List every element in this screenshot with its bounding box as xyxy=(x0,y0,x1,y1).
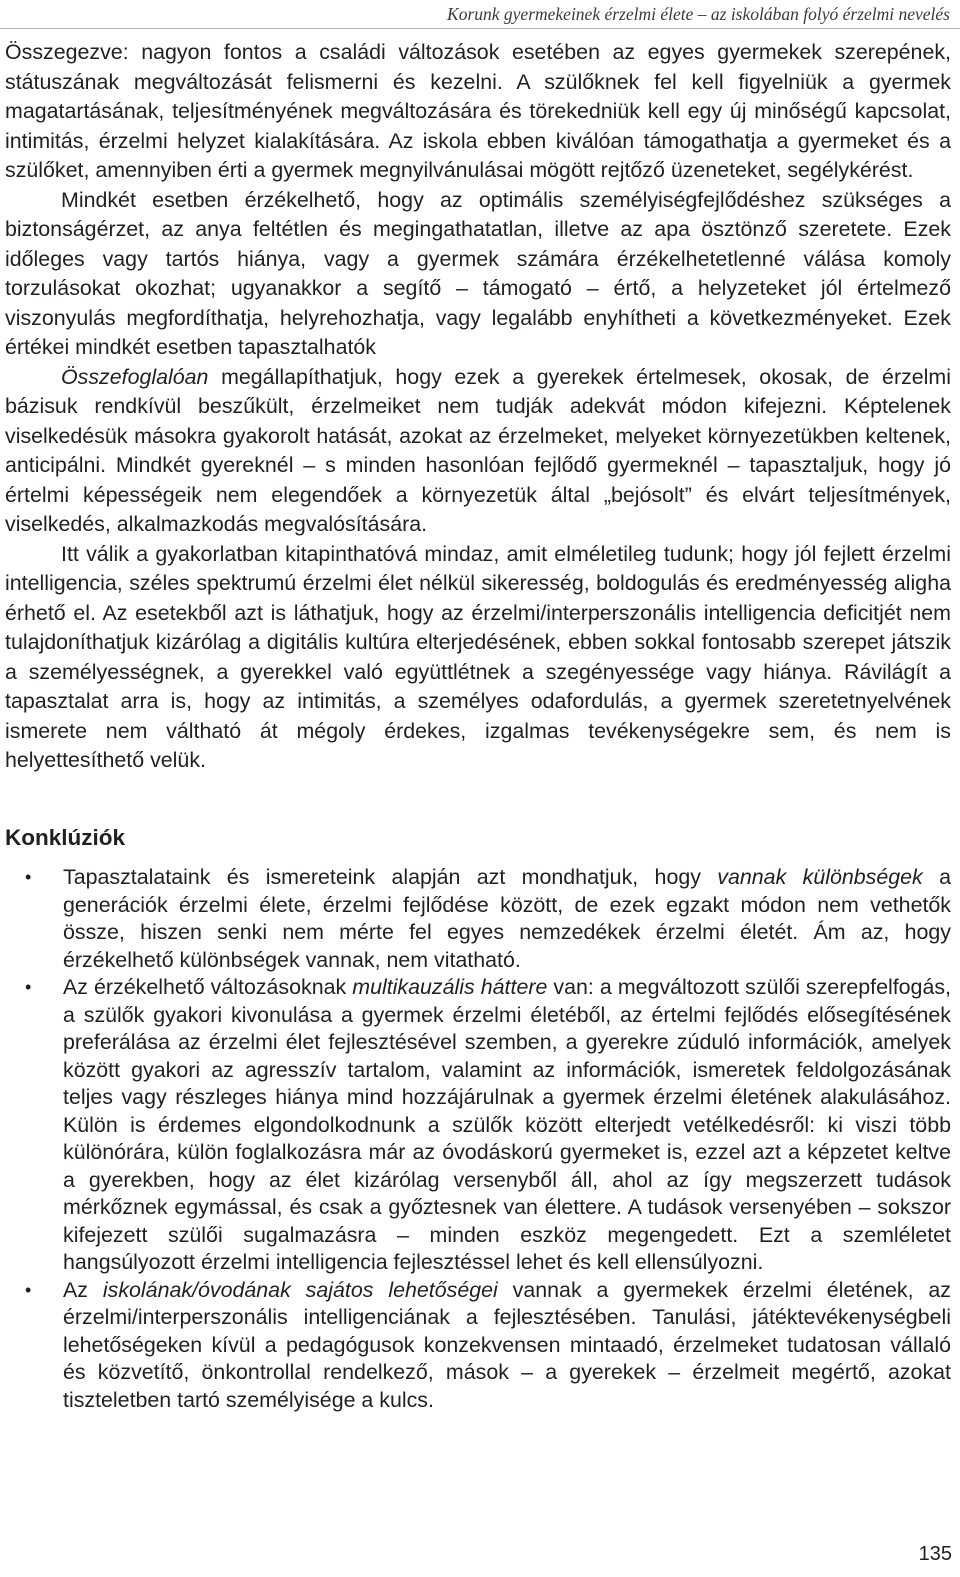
conclusion-text xyxy=(63,975,951,1274)
paragraph-both-cases xyxy=(5,186,951,363)
conclusion-text xyxy=(63,865,951,972)
emphasis-text: iskolának/óvodának sajátos lehetőségei xyxy=(102,1277,498,1302)
text-run: Összegezve: nagyon fontos a családi változások esetében az egyes gyermekek szerepének, státuszának megváltozását felismerni és kezelni. A szülőknek fel kell figyelniük a gyermek magatartásának, teljesítményének megváltozására és törekedniük kell egy új minőségű kapcsolat, intimitás, érzelmi helyzet kialakítására. Az iskola ebben kiválóan támogathatja a gyermeket és a szülőket, amennyiben érti a gyermek megnyilvánulásai mögött rejtőző üzeneteket, segélykérést. xyxy=(5,40,951,182)
text-run: vannak a gyermekek érzelmi életének, az érzelmi/interperszonális intelligenciának a fejlesztésében. Tanulási, játéktevékenységbeli lehetőségeken kívül a pedagógusok konzekvensen mintaadó, érzelmeket tudatosan vállaló és közvetítő, önkontrollal rendelkező, mások – a gyerekek – érzelmeit megértő, azokat tiszteletben tartó személyisége a kulcs. xyxy=(63,1277,952,1412)
bullet-icon: • xyxy=(25,1279,32,1300)
text-run: Az xyxy=(63,1277,103,1302)
bullet-icon: • xyxy=(25,867,32,887)
text-run: van: a megváltozott szülői szerepfelfogás, a szülők gyakori kivonulása a gyermek érzelmi életéből, az értelmi fejlődés elősegítésének preferálása az érzelmi élet fejlesztésével szemben, a gyerekre zúduló információk, amelyek között gyakori az agresszív tartalom, valamint az információk, ismeretek feldolgozásának teljes vagy részleges hiánya mind hozzájárulnak a gyermek érzelmi életének alakulásához. Külön is érdemes elgondolkodnunk a szülők között elterjedt vetélkedésről: ki viszi több különórára, külön foglalkozásra már az óvodáskorú gyermeket is, ezzel azt a képzetet keltve a gyerekben, hogy az élet kizárólag versenyből áll, ahol az így megszerzett tudások mérkőznek egymással, és csak a győztesnek van élettere. A tudások versenyében – sokszor kifejezett szülői sugalmazásra – minden eszköz megengedett. Ezt a szemléletet hangsúlyozott érzelmi intelligencia fejlesztéssel lehet és kell ellensúlyozni. xyxy=(63,975,951,1274)
paragraph-practice xyxy=(5,540,951,776)
emphasis-text: vannak különbségek xyxy=(717,865,923,889)
text-run: a generációk érzelmi élete, érzelmi fejlődése között, de ezek egzakt módon nem vethetők össze, hiszen senki nem mérte fel egyes nemzedékek érzelmi életét. Ám az, hogy érzékelhető különbségek vannak, nem vitatható. xyxy=(63,865,951,972)
conclusion-list xyxy=(5,864,951,1414)
bullet-icon: • xyxy=(25,977,32,997)
text-run: Tapasztalataink és ismereteink alapján azt mondhatjuk, hogy xyxy=(63,865,718,889)
emphasis-text: multikauzális háttere xyxy=(352,975,548,999)
conclusion-item-school xyxy=(5,1277,951,1415)
section-heading: Konklúziók xyxy=(5,824,126,850)
paragraph-conclusion-summary xyxy=(5,363,951,540)
conclusion-item-differences xyxy=(5,864,951,974)
text-run: Mindkét esetben érzékelhető, hogy az optimális személyiségfejlődéshez szükséges a biztonságérzet, az anya feltétlen és megingathatatlan, illetve az apa ösztönző szeretete. Ezek időleges vagy tartós hiánya, vagy a gyermek számára érzékelhetetlenné válása komoly torzulásokat okozhat; ugyanakkor a segítő – támogató – értő, a helyzeteket jól értelmező viszonyulás megfordíthatja, helyrehozhatja, vagy legalább enyhítheti a következményeket. Ezek értékei mindkét esetben tapasztalhatók xyxy=(5,187,951,359)
text-run: Az érzékelhető változásoknak xyxy=(63,975,353,999)
conclusion-item-multicausal xyxy=(5,974,951,1277)
page-number: 135 xyxy=(918,1543,952,1565)
conclusion-text xyxy=(63,1278,951,1412)
page-body xyxy=(5,38,951,1414)
text-run: Itt válik a gyakorlatban kitapinthatóvá mindaz, amit elméletileg tudunk; hogy jól fejlett érzelmi intelligencia, széles spektrumú érzelmi élet nélkül sikeresség, boldogulás és eredményesség aligha érhető el. Az esetekből azt is láthatjuk, hogy az érzelmi/interperszonális intelligencia deficitjét nem tulajdoníthatjuk kizárólag a digitális kultúra elterjedésének, ebben sokkal fontosabb szerepet játszik a személyességnek, a gyerekkel való együttlétnek a szegényessége vagy hiánya. Rávilágít a tapasztalat arra is, hogy az intimitás, a személyes odafordulás, a gyermek szeretetnyelvének ismerete nem váltható át mégoly érdekes, izgalmas tevékenységekre sem, és nem is helyettesíthető velük. xyxy=(5,541,951,772)
running-head: Korunk gyermekeinek érzelmi élete – az iskolában folyó érzelmi nevelés xyxy=(447,4,950,24)
header-divider xyxy=(0,28,960,29)
paragraph-summary xyxy=(5,38,951,186)
emphasis-text: Összefoglalóan xyxy=(61,364,209,389)
text-run: megállapíthatjuk, hogy ezek a gyerekek értelmesek, okosak, de érzelmi bázisuk rendkívül beszűkült, érzelmeiket nem tudják adekvát módon kifejezni. Képtelenek viselkedésük másokra gyakorolt hatását, azokat az érzelmeket, melyeket környezetükben keltenek, anticipálni. Mindkét gyereknél – s minden hasonlóan fejlődő gyermeknél – tapasztaljuk, hogy jó értelmi képességeik nem elegendőek a környezetük által „bejósolt” és elvárt teljesítmények, viselkedés, alkalmazkodás megvalósítására. xyxy=(5,364,951,536)
